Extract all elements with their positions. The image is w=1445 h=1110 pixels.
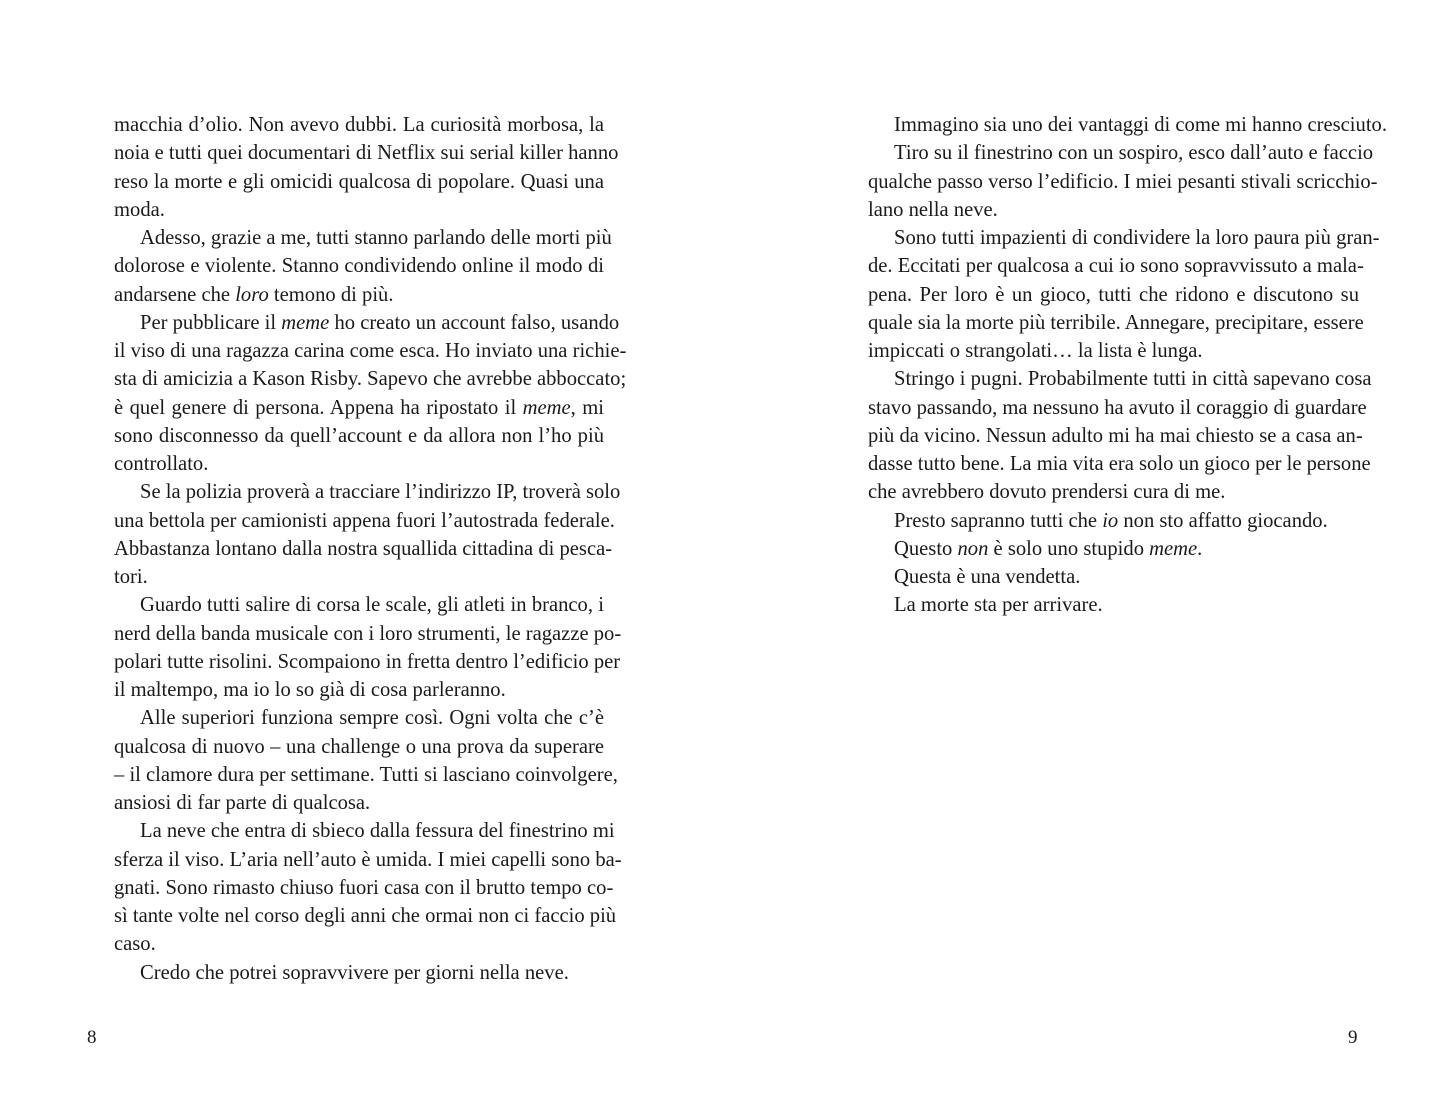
text-run: Se la polizia proverà a tracciare l’indirizzo IP, troverà solo (140, 481, 621, 504)
text-line (842, 111, 1387, 139)
paragraph (842, 507, 1359, 535)
text-line (88, 846, 622, 874)
paragraph (842, 365, 1372, 506)
text-run: de. Eccitati per qualcosa a cui io sono sopravvissuto a mala- (868, 255, 1364, 278)
italic-text-run: loro (235, 283, 269, 306)
text-line (842, 196, 1359, 224)
paragraph (88, 959, 604, 987)
text-run: il viso di una ragazza carina come esca. Ho inviato una richie- (114, 340, 627, 362)
text-line (88, 168, 604, 196)
text-run: nerd della banda musicale con i loro strumenti, le ragazze po- (114, 622, 622, 645)
paragraph (842, 111, 1387, 139)
text-run: Adesso, grazie a me, tutti stanno parlando delle morti più (140, 227, 612, 249)
text-run: La neve che entra di sbieco dalla fessura del finestrino mi (140, 820, 615, 843)
text-line (842, 252, 1364, 280)
paragraph (842, 139, 1378, 224)
text-line (88, 704, 604, 732)
text-run: dasse tutto bene. La mia vita era solo un gioco per le persone (868, 453, 1371, 475)
text-line (88, 478, 621, 506)
text-line (88, 139, 619, 167)
text-run: qualcosa di nuovo – una challenge o una prova da superare (114, 735, 604, 758)
text-run: ho creato un account falso, usando (329, 311, 620, 334)
right-page (722, 0, 1445, 1110)
text-line (88, 196, 604, 224)
text-line (842, 478, 1359, 506)
paragraph (88, 478, 621, 591)
paragraph (842, 224, 1380, 365)
text-run: temono di più. (268, 283, 394, 306)
text-run: lano nella neve. (868, 198, 998, 221)
text-run: più da vicino. Nessun adulto mi ha mai chiesto se a casa an- (868, 424, 1363, 447)
text-line (88, 902, 617, 930)
text-run: non sto affatto giocando. (1118, 509, 1328, 532)
text-line (842, 337, 1359, 365)
text-line (88, 224, 612, 252)
text-run: moda. (114, 198, 165, 221)
text-run: reso la morte e gli omicidi qualcosa di popolare. Quasi una (114, 170, 604, 193)
text-line (88, 365, 627, 393)
text-run: sì tante volte nel corso degli anni che ormai non ci faccio più (114, 905, 617, 927)
text-line (88, 930, 604, 958)
paragraph (88, 591, 622, 704)
text-run: qualche passo verso l’edificio. I miei pesanti stivali scricchio- (868, 170, 1378, 193)
text-run: , mi (570, 396, 604, 419)
text-line (88, 959, 604, 987)
text-line (842, 450, 1371, 478)
page-number-left: 8 (87, 1027, 97, 1048)
text-line (88, 507, 615, 535)
text-run: il maltempo, ma io lo so già di cosa parleranno. (114, 679, 506, 701)
text-run: Per pubblicare il (140, 311, 282, 334)
italic-text-run: io (1102, 509, 1119, 532)
text-run: Questo (894, 537, 958, 560)
text-line (88, 648, 621, 676)
text-run: sono disconnesso da quell’account e da allora non l’ho più (114, 424, 604, 447)
text-line (88, 761, 618, 789)
text-run: Presto sapranno tutti che (894, 509, 1103, 532)
text-run: Credo che potrei sopravvivere per giorni nella neve. (140, 961, 569, 984)
text-line (88, 874, 614, 902)
text-run: controllato. (114, 453, 209, 475)
text-run: impiccati o strangolati… la lista è lunga. (868, 340, 1203, 362)
text-run: stavo passando, ma nessuno ha avuto il coraggio di guardare (868, 396, 1367, 419)
text-line (842, 535, 1359, 563)
text-run: noia e tutti quei documentari di Netflix sui serial killer hanno (114, 142, 619, 165)
text-run: è solo uno stupido (988, 537, 1150, 560)
text-run: tori. (114, 566, 148, 588)
text-run: gnati. Sono rimasto chiuso fuori casa con il brutto tempo co- (114, 876, 614, 899)
text-run: Questa è una vendetta. (894, 566, 1081, 588)
text-line (88, 252, 604, 280)
paragraph (88, 309, 627, 479)
italic-text-run: meme (1149, 537, 1198, 560)
text-line (88, 111, 604, 139)
text-line (88, 535, 613, 563)
text-run: che avrebbero dovuto prendersi cura di me. (868, 481, 1226, 504)
right-page-text (842, 111, 1387, 620)
text-run: macchia d’olio. Non avevo dubbi. La curiosità morbosa, la (114, 114, 604, 136)
text-run: quale sia la morte più terribile. Annegare, precipitare, essere (868, 311, 1364, 334)
text-line (88, 281, 604, 309)
paragraph (842, 563, 1359, 591)
text-line (842, 422, 1363, 450)
text-line (88, 620, 622, 648)
text-line (88, 394, 604, 422)
text-run: è quel genere di persona. Appena ha ripostato il (114, 396, 523, 419)
text-run: La morte sta per arrivare. (894, 594, 1103, 617)
text-line (88, 676, 604, 704)
paragraph (842, 535, 1359, 563)
italic-text-run: non (957, 537, 989, 560)
text-run: Guardo tutti salire di corsa le scale, gli atleti in branco, i (140, 594, 604, 617)
text-run: Stringo i pugni. Probabilmente tutti in città sapevano cosa (894, 368, 1372, 391)
text-line (88, 309, 620, 337)
text-run: – il clamore dura per settimane. Tutti si lasciano coinvolgere, (114, 763, 618, 786)
paragraph (88, 817, 622, 958)
text-run: una bettola per camionisti appena fuori l’autostrada federale. (114, 509, 615, 532)
italic-text-run: meme (281, 311, 330, 334)
text-run: dolorose e violente. Stanno condividendo online il modo di (114, 255, 604, 278)
text-line (842, 309, 1364, 337)
paragraph (88, 704, 618, 817)
italic-text-run: meme (522, 396, 571, 419)
text-run: polari tutte risolini. Scompaiono in fretta dentro l’edificio per (114, 650, 621, 673)
text-run: Abbastanza lontano dalla nostra squallida cittadina di pesca- (114, 537, 613, 560)
text-line (88, 591, 604, 619)
text-line (88, 733, 604, 761)
text-line (842, 365, 1372, 393)
page-number-right: 9 (1348, 1027, 1358, 1048)
text-run: Sono tutti impazienti di condividere la loro paura più gran- (894, 227, 1380, 249)
left-page (0, 0, 722, 1110)
text-line (842, 563, 1359, 591)
text-line (88, 817, 615, 845)
text-run: Alle superiori funziona sempre così. Ogni volta che c’è (140, 707, 604, 730)
text-line (88, 450, 604, 478)
paragraph (88, 224, 612, 309)
text-run: pena. Per loro è un gioco, tutti che ridono e discutono su (868, 283, 1359, 306)
text-line (842, 224, 1380, 252)
text-run: . (1197, 537, 1203, 560)
paragraph (842, 591, 1359, 619)
text-line (88, 422, 604, 450)
text-line (842, 139, 1374, 167)
paragraph (88, 111, 619, 224)
text-line (842, 394, 1367, 422)
text-line (88, 337, 627, 365)
text-run: sferza il viso. L’aria nell’auto è umida. I miei capelli sono ba- (114, 848, 622, 871)
text-line (842, 168, 1378, 196)
left-page-text (88, 111, 627, 987)
text-line (842, 591, 1359, 619)
text-run: Immagino sia uno dei vantaggi di come mi hanno cresciuto. (894, 114, 1387, 136)
text-line (88, 563, 604, 591)
text-run: Tiro su il finestrino con un sospiro, esco dall’auto e faccio (894, 142, 1374, 165)
text-line (842, 281, 1359, 309)
text-run: caso. (114, 933, 156, 956)
text-run: andarsene che (114, 283, 236, 306)
text-line (88, 789, 604, 817)
text-line (842, 507, 1359, 535)
text-run: sta di amicizia a Kason Risby. Sapevo che avrebbe abboccato; (114, 368, 627, 391)
text-run: ansiosi di far parte di qualcosa. (114, 792, 371, 814)
